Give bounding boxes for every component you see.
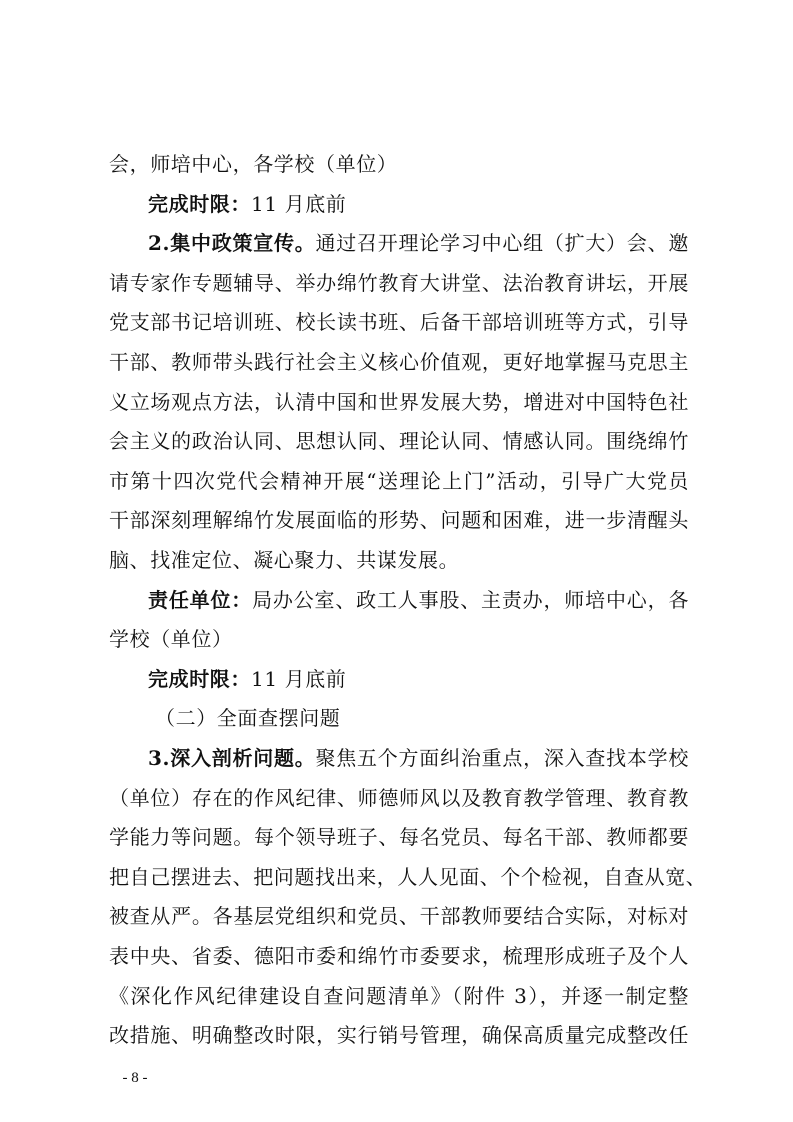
- line-text: 学校（单位）: [109, 627, 233, 652]
- line-text: 11 月底前: [251, 191, 347, 216]
- text-line: [109, 390, 689, 414]
- line-text: 11 月底前: [251, 666, 347, 691]
- text-line: [109, 469, 689, 493]
- deadline-label: 完成时限：: [148, 666, 251, 691]
- section-heading-line: [148, 231, 689, 255]
- line-text: 聚焦五个方面纠治重点，深入查找本学校: [315, 746, 689, 770]
- line-text: 义立场观点方法，认清中国和世界发展大势，增进对中国特色社: [109, 389, 689, 414]
- line-text: 会，师培中心，各学校（单位）: [109, 152, 398, 176]
- text-line: [109, 350, 689, 374]
- text-line: [109, 984, 689, 1008]
- text-line: [109, 508, 689, 532]
- deadline-label: 完成时限：: [148, 191, 251, 216]
- line-text: 改措施、明确整改时限，实行销号管理，确保高质量完成整改任: [109, 1023, 689, 1048]
- line-text: 表中央、省委、德阳市委和绵竹市委要求，梳理形成班子及个人: [109, 944, 689, 968]
- line-text: 被查从严。各基层党组织和党员、干部教师要结合实际，对标对: [109, 904, 689, 929]
- text-line: [109, 786, 689, 810]
- text-line: [109, 152, 689, 176]
- text-line: [109, 825, 689, 849]
- subsection-heading: [155, 706, 735, 730]
- text-line: [109, 1023, 689, 1047]
- text-line: [109, 310, 689, 334]
- line-text: 会主义的政治认同、思想认同、理论认同、情感认同。围绕绵竹: [109, 429, 689, 454]
- line-text: 请专家作专题辅导、举办绵竹教育大讲堂、法治教育讲坛，开展: [109, 270, 689, 295]
- item-heading: 3.深入剖析问题。: [148, 746, 316, 770]
- line-text: （单位）存在的作风纪律、师德师风以及教育教学管理、教育教: [109, 785, 689, 810]
- text-line: [109, 864, 707, 889]
- line-text: 脑、找准定位、凝心聚力、共谋发展。: [109, 548, 460, 572]
- line-text: 党支部书记培训班、校长读书班、后备干部培训班等方式，引导: [109, 310, 689, 335]
- line-text: 干部、教师带头践行社会主义核心价值观，更好地掌握马克思主: [109, 350, 689, 374]
- line-text: 学能力等问题。每个领导班子、每名党员、每名干部、教师都要: [109, 825, 689, 850]
- text-line: [109, 904, 689, 928]
- deadline-line: [148, 667, 689, 691]
- line-text: 局办公室、政工人事股、主责办，师培中心，各: [252, 587, 689, 612]
- line-text: （二）全面查摆问题: [155, 706, 341, 731]
- responsible-label: 责任单位：: [148, 587, 253, 612]
- line-text: 通过召开理论学习中心组（扩大）会、邀: [315, 231, 689, 256]
- section-heading-line: [148, 746, 689, 770]
- text-line: [109, 429, 689, 453]
- text-line: [109, 627, 689, 651]
- item-heading: 2.集中政策宣传。: [148, 231, 316, 256]
- line-text: 把自己摆进去、把问题找出来，人人见面、个个检视，自查从宽、: [109, 864, 707, 889]
- text-line: [109, 271, 689, 295]
- page-number: - 8 -: [122, 1070, 148, 1086]
- line-text: 市第十四次党代会精神开展“送理论上门”活动，引导广大党员: [109, 468, 689, 493]
- deadline-line: [148, 192, 689, 216]
- line-text: 干部深刻理解绵竹发展面临的形势、问题和困难，进一步清醒头: [109, 508, 689, 533]
- line-text: 《深化作风纪律建设自查问题清单》（附件 3），并逐一制定整: [109, 983, 689, 1008]
- text-line: [109, 548, 689, 572]
- responsible-line: [148, 588, 689, 612]
- text-line: [109, 944, 689, 968]
